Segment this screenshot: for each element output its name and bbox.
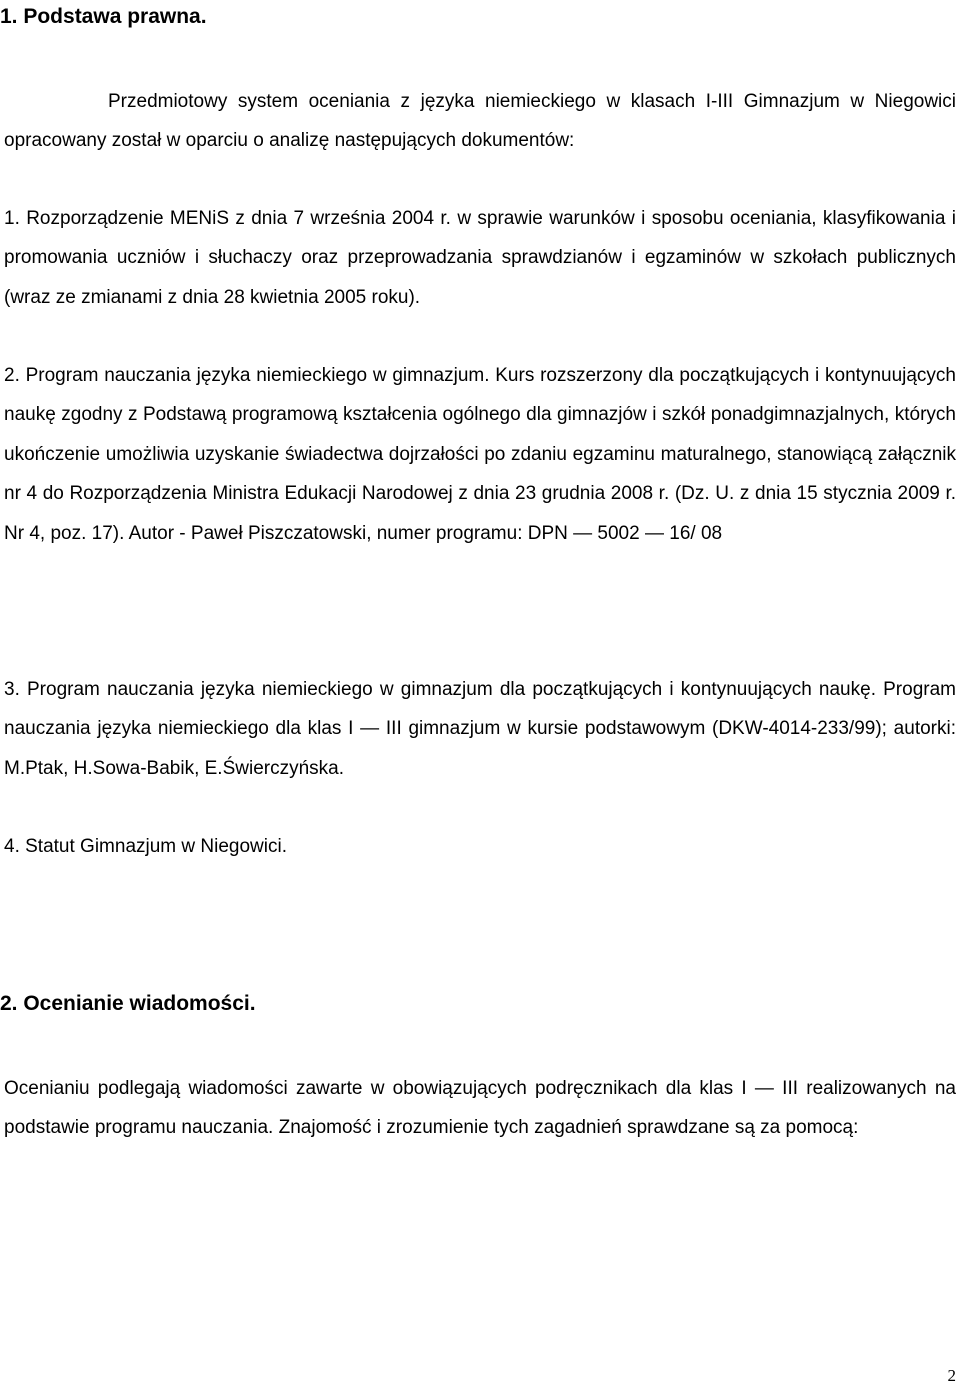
page-number: 2 <box>947 1366 956 1385</box>
section-1-heading: 1. Podstawa prawna. <box>0 5 207 28</box>
legal-basis-item-2: 2. Program nauczania języka niemieckiego w gimnazjum. Kurs rozszerzony dla początkujących i kontynuujących naukę zgodny z Podstawą programową kształcenia ogólnego dla gimnazjów i szkół ponadgimnazjalnych, których ukończenie umożliwia uzyskanie świadectwa dojrzałości po zdaniu egzaminu maturalnego, stanowiącą załącznik nr 4 do Rozporządzenia Ministra Edukacji Narodowej z dnia 23 grudnia 2008 r. (Dz. U. z dnia 15 stycznia 2009 r. Nr 4, poz. 17). Autor - Paweł Piszczatowski, numer programu: DPN — 5002 — 16/ 08 <box>4 365 956 544</box>
legal-basis-item-3: 3. Program nauczania języka niemieckiego w gimnazjum dla początkujących i kontynuujących naukę. Program nauczania języka niemieckiego dla klas I — III gimnazjum w kursie podstawowym (DKW-4014-233/99); autorki: M.Ptak, H.Sowa-Babik, E.Świerczyńska. <box>4 679 956 779</box>
legal-basis-item-4: 4. Statut Gimnazjum w Niegowici. <box>4 836 287 857</box>
section-1-intro: Przedmiotowy system oceniania z języka niemieckiego w klasach I-III Gimnazjum w Niegowici opracowany został w oparciu o analizę następujących dokumentów: <box>4 91 956 152</box>
section-2-heading: 2. Ocenianie wiadomości. <box>0 992 256 1015</box>
legal-basis-item-1: 1. Rozporządzenie MENiS z dnia 7 września 2004 r. w sprawie warunków i sposobu oceniania, klasyfikowania i promowania uczniów i słuchaczy oraz przeprowadzania sprawdzianów i egzaminów w szkołach publicznych (wraz ze zmianami z dnia 28 kwietnia 2005 roku). <box>4 208 956 308</box>
section-2-paragraph: Ocenianiu podlegają wiadomości zawarte w obowiązujących podręcznikach dla klas I — III realizowanych na podstawie programu nauczania. Znajomość i zrozumienie tych zagadnień sprawdzane są za pomocą: <box>4 1078 956 1139</box>
